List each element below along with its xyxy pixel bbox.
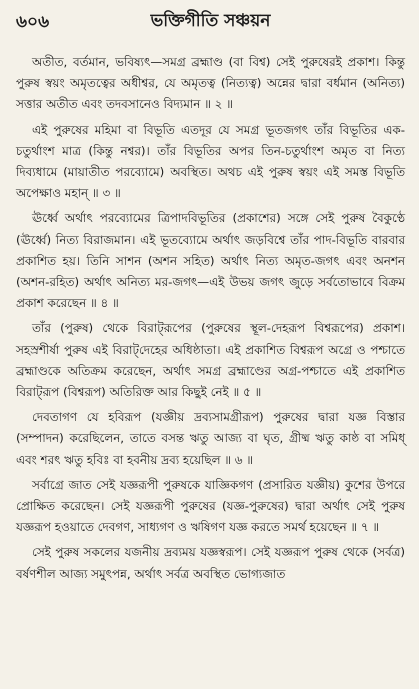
- paragraph-verse-5: তাঁর (পুরুষ) থেকে বিরাট্‌রূপের (পুরুষের স্থূল-দেহরূপ বিশ্বরূপের) প্রকাশ। সহস্রশীর্ষা পুরুষ এই বিরাট্‌দেহের অধিষ্ঠাতা। এই প্রকাশিত বিশ্বরূপ অগ্রে ও পশ্চাতে ব্রহ্মাণ্ডকে অতিক্রম করেছেন, অর্থাৎ সমগ্র ব্রহ্মাণ্ডের অগ্র-পশ্চাতে এই প্রকাশিত বিরাট্‌রূপ (বিশ্বরূপ) অতিরিক্ত আর কিছুই নেই ॥ ৫ ॥: [16, 321, 405, 400]
- paragraph-verse-7: সর্বাগ্রে জাত সেই যজ্ঞরূপী পুরুষকে যাজ্ঞিকগণ (প্রসারিত যজ্ঞীয়) কুশের উপরে প্রোক্ষিত করেছেন। সেই যজ্ঞরূপী পুরুষের (যজ্ঞ-পুরুষের) দ্বারা অর্থাৎ সেই পুরুষ যজ্ঞরূপ হওয়াতে দেবগণ, সাধ্যগণ ও ঋষিগণ যজ্ঞ করতে সমর্থ হয়েছেন ॥ ৭ ॥: [16, 477, 405, 535]
- paragraph-verse-3: এই পুরুষের মহিমা বা বিভূতি এতদূর যে সমগ্র ভূতজগৎ তাঁর বিভূতির এক-চতুর্থাংশ মাত্র (কিন্তু নশ্বর)। তাঁর বিভূতির অপর তিন-চতুর্থাংশ অমৃত বা নিত্য দিব্যধামে (মায়াতীত পরব্যোমে) অবস্থিত। অথচ এই পুরুষ স্বয়ং এই সমস্ত বিভূতি অপেক্ষাও মহান্‌ ॥ ৩ ॥: [16, 122, 405, 201]
- page-body: [16, 52, 405, 585]
- page-number: ৬০৬: [16, 12, 50, 32]
- paragraph-verse-2: অতীত, বর্তমান, ভবিষ্যৎ—সমগ্র ব্রহ্মাণ্ড (বা বিশ্ব) সেই পুরুষেরই প্রকাশ। কিন্তু পুরুষ স্বয়ং অমৃতত্বের অধীশ্বর, যে অমৃতত্ব (নিত্যত্ব) অন্নের দ্বারা বর্ধমান (অনিত্য) সত্তার অতীত এবং তদবসানেও বিদ্যমান ॥ ২ ॥: [16, 55, 405, 112]
- book-title: ভক্তিগীতি সঞ্চয়ন: [150, 11, 271, 31]
- paragraph-verse-6: দেবতাগণ যে হবিরূপ (যজ্ঞীয় দ্রব্যসামগ্রীরূপ) পুরুষের দ্বারা যজ্ঞ বিস্তার (সম্পাদন) করেছিলেন, তাতে বসন্ত ঋতু আজ্য বা ঘৃত, গ্রীষ্ম ঋতু কাষ্ঠ বা সমিধ্‌ এবং শরৎ ঋতু হবিঃ বা হবনীয় দ্রব্য হয়েছিল ॥ ৬ ॥: [16, 410, 405, 467]
- page-header: [16, 8, 405, 44]
- paragraph-verse-8-partial: সেই পুরুষ সকলের যজনীয় দ্রব্যময় যজ্ঞস্বরূপ। সেই যজ্ঞরূপ পুরুষ থেকে (সর্বত্র) বর্ষণশীল আজ্য সমুৎপন্ন, অর্থাৎ সর্বত্র অবস্থিত ভোগ্যজাত: [16, 545, 405, 581]
- paragraph-verse-4: ঊর্ধ্বে অর্থাৎ পরব্যোমের ত্রিপাদবিভূতির (প্রকাশের) সঙ্গে সেই পুরুষ বৈকুণ্ঠে (ঊর্ধ্বে) নিত্য বিরাজমান। এই ভূতব্যোমে অর্থাৎ জড়বিশ্বে তাঁর পাদ-বিভূতি বারবার প্রকাশিত হয়। তিনি সাশন (অশন সহিত) অর্থাৎ নিত্য অমৃত-জগৎ এবং অনশন (অশন-রহিত) অর্থাৎ অনিত্য মর-জগৎ—এই উভয় জগৎ জুড়ে সর্বতোভাবে বিক্রম প্রকাশ করেছেন ॥ ৪ ॥: [16, 211, 405, 311]
